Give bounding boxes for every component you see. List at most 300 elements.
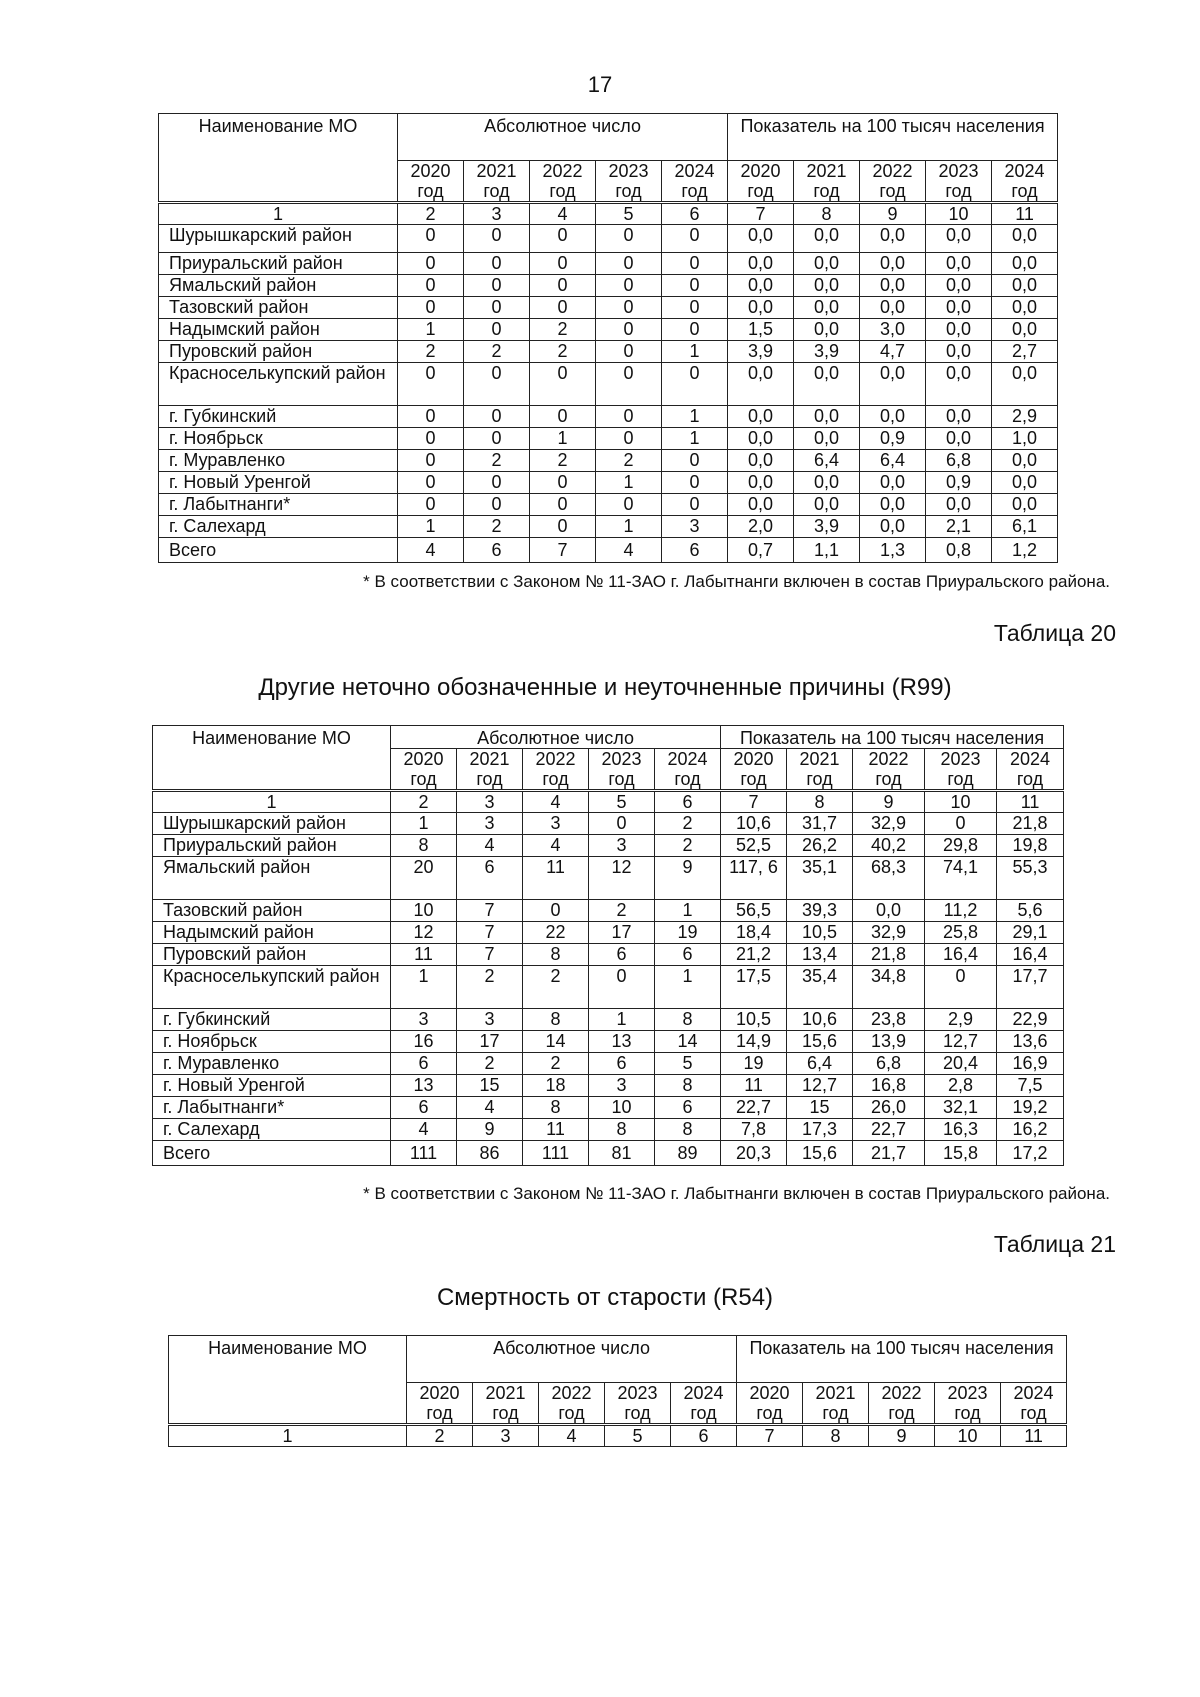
value-cell: 0 [925, 966, 997, 1009]
value-cell: 31,7 [787, 813, 853, 835]
value-cell: 4 [457, 835, 523, 857]
value-cell: 2 [589, 900, 655, 922]
table-21-label: Таблица 21 [993, 1231, 1116, 1257]
value-cell: 22 [523, 922, 589, 944]
value-cell: 0,0 [794, 253, 860, 275]
value-cell: 0 [662, 253, 728, 275]
year-header-cell: 2021 год [473, 1383, 539, 1425]
table-row [153, 857, 1064, 900]
value-cell: 0,0 [926, 363, 992, 406]
value-cell: 17,5 [721, 966, 787, 1009]
value-cell: 19 [655, 922, 721, 944]
value-cell: 3 [391, 1009, 457, 1031]
value-cell: 7,8 [721, 1119, 787, 1141]
value-cell: 13,4 [787, 944, 853, 966]
year-header-cell: 2022 год [853, 749, 925, 791]
value-cell: 35,1 [787, 857, 853, 900]
index-cell: 1 [159, 203, 398, 225]
value-cell: 0,0 [794, 225, 860, 253]
value-cell: 0,0 [728, 297, 794, 319]
value-cell: 6 [655, 1097, 721, 1119]
row-name-cell: г. Губкинский [153, 1009, 391, 1031]
value-cell: 0 [398, 428, 464, 450]
header-name: Наименование МО [159, 114, 398, 203]
row-name-cell: Приуральский район [153, 835, 391, 857]
value-cell: 23,8 [853, 1009, 925, 1031]
value-cell: 0 [398, 225, 464, 253]
value-cell: 1 [662, 406, 728, 428]
value-cell: 19,8 [997, 835, 1064, 857]
header-rate: Показатель на 100 тысяч населения [721, 726, 1064, 749]
value-cell: 0 [530, 275, 596, 297]
value-cell: 8 [523, 1097, 589, 1119]
table-row [153, 813, 1064, 835]
row-name-cell: Пуровский район [159, 341, 398, 363]
value-cell: 0 [464, 225, 530, 253]
value-cell: 18 [523, 1075, 589, 1097]
value-cell: 0 [662, 363, 728, 406]
index-cell: 9 [869, 1425, 935, 1447]
table-row [159, 341, 1058, 363]
value-cell: 35,4 [787, 966, 853, 1009]
value-cell: 21,8 [853, 944, 925, 966]
value-cell: 17,7 [997, 966, 1064, 1009]
value-cell: 8 [523, 944, 589, 966]
value-cell: 0,9 [860, 428, 926, 450]
footnote-19: * В соответствии с Законом № 11-ЗАО г. Лабытнанги включен в состав Приуральского района. [363, 572, 1110, 591]
page-number: 17 [587, 72, 613, 97]
value-cell: 10,5 [721, 1009, 787, 1031]
value-cell: 0,0 [860, 225, 926, 253]
value-cell: 14 [523, 1031, 589, 1053]
year-header-cell: 2021 год [803, 1383, 869, 1425]
value-cell: 0 [662, 494, 728, 516]
row-name-cell: Шурышкарский район [159, 225, 398, 253]
value-cell: 0 [596, 494, 662, 516]
value-cell: 16 [391, 1031, 457, 1053]
year-header-cell: 2023 год [605, 1383, 671, 1425]
value-cell: 20,3 [721, 1141, 787, 1166]
value-cell: 0,0 [728, 406, 794, 428]
index-cell: 8 [787, 791, 853, 813]
value-cell: 17 [589, 922, 655, 944]
value-cell: 10 [391, 900, 457, 922]
value-cell: 0,0 [926, 406, 992, 428]
index-cell: 11 [992, 203, 1058, 225]
value-cell: 7 [457, 922, 523, 944]
value-cell: 3 [457, 813, 523, 835]
row-name-cell: Красноселькупский район [159, 363, 398, 406]
value-cell: 8 [391, 835, 457, 857]
year-header-cell: 2024 год [1001, 1383, 1067, 1425]
value-cell: 2 [398, 341, 464, 363]
value-cell: 32,9 [853, 813, 925, 835]
row-name-cell: Тазовский район [153, 900, 391, 922]
value-cell: 12,7 [787, 1075, 853, 1097]
value-cell: 0 [530, 406, 596, 428]
row-name-cell: г. Ноябрьск [153, 1031, 391, 1053]
value-cell: 0,0 [728, 225, 794, 253]
value-cell: 74,1 [925, 857, 997, 900]
value-cell: 0,9 [926, 472, 992, 494]
index-cell: 10 [926, 203, 992, 225]
index-cell: 2 [398, 203, 464, 225]
value-cell: 3,9 [794, 341, 860, 363]
value-cell: 16,3 [925, 1119, 997, 1141]
index-cell: 3 [473, 1425, 539, 1447]
value-cell: 0 [596, 406, 662, 428]
value-cell: 0,0 [860, 275, 926, 297]
value-cell: 0 [662, 225, 728, 253]
header-rate: Показатель на 100 тысяч населения [728, 114, 1058, 161]
index-cell: 4 [523, 791, 589, 813]
value-cell: 0,0 [992, 450, 1058, 472]
row-name-cell: г. Губкинский [159, 406, 398, 428]
index-cell: 2 [391, 791, 457, 813]
value-cell: 4,7 [860, 341, 926, 363]
value-cell: 0 [398, 275, 464, 297]
header-absolute: Абсолютное число [407, 1336, 737, 1383]
value-cell: 0 [596, 428, 662, 450]
value-cell: 0 [662, 297, 728, 319]
value-cell: 2 [530, 341, 596, 363]
value-cell: 0,8 [926, 538, 992, 563]
value-cell: 2 [530, 450, 596, 472]
value-cell: 17,3 [787, 1119, 853, 1141]
row-name-cell: Приуральский район [159, 253, 398, 275]
value-cell: 2,1 [926, 516, 992, 538]
value-cell: 10,5 [787, 922, 853, 944]
table-row [153, 966, 1064, 1009]
table-row [153, 1053, 1064, 1075]
value-cell: 7 [457, 900, 523, 922]
value-cell: 12,7 [925, 1031, 997, 1053]
value-cell: 68,3 [853, 857, 925, 900]
value-cell: 0,0 [728, 494, 794, 516]
value-cell: 0,0 [992, 297, 1058, 319]
value-cell: 0,7 [728, 538, 794, 563]
header-absolute: Абсолютное число [398, 114, 728, 161]
value-cell: 0,0 [860, 516, 926, 538]
value-cell: 0,0 [992, 363, 1058, 406]
value-cell: 0,0 [992, 253, 1058, 275]
value-cell: 16,9 [997, 1053, 1064, 1075]
value-cell: 0 [530, 253, 596, 275]
value-cell: 0,0 [794, 297, 860, 319]
value-cell: 0 [464, 494, 530, 516]
index-cell: 5 [589, 791, 655, 813]
table-row [159, 363, 1058, 406]
value-cell: 15,6 [787, 1141, 853, 1166]
value-cell: 81 [589, 1141, 655, 1166]
year-header-cell: 2024 год [662, 161, 728, 203]
row-name-cell: Надымский район [159, 319, 398, 341]
value-cell: 0,0 [926, 275, 992, 297]
index-cell: 8 [803, 1425, 869, 1447]
value-cell: 16,2 [997, 1119, 1064, 1141]
value-cell: 13,9 [853, 1031, 925, 1053]
value-cell: 0 [464, 406, 530, 428]
year-header-cell: 2020 год [728, 161, 794, 203]
value-cell: 0 [662, 450, 728, 472]
value-cell: 4 [391, 1119, 457, 1141]
value-cell: 13 [391, 1075, 457, 1097]
year-header-cell: 2022 год [869, 1383, 935, 1425]
value-cell: 6,4 [787, 1053, 853, 1075]
year-header-cell: 2023 год [926, 161, 992, 203]
value-cell: 7 [457, 944, 523, 966]
value-cell: 7 [530, 538, 596, 563]
table-row [153, 835, 1064, 857]
value-cell: 0 [596, 341, 662, 363]
value-cell: 0 [398, 253, 464, 275]
value-cell: 0,0 [728, 253, 794, 275]
value-cell: 8 [589, 1119, 655, 1141]
table-row [159, 428, 1058, 450]
value-cell: 0,0 [860, 363, 926, 406]
value-cell: 0 [589, 813, 655, 835]
value-cell: 11,2 [925, 900, 997, 922]
value-cell: 0 [662, 472, 728, 494]
table-row [153, 1031, 1064, 1053]
index-cell: 1 [169, 1425, 407, 1447]
value-cell: 6 [391, 1053, 457, 1075]
year-header-cell: 2022 год [860, 161, 926, 203]
row-name-cell: г. Новый Уренгой [153, 1075, 391, 1097]
index-cell: 10 [925, 791, 997, 813]
value-cell: 2 [457, 1053, 523, 1075]
header-rate: Показатель на 100 тысяч населения [737, 1336, 1067, 1383]
value-cell: 1,1 [794, 538, 860, 563]
index-cell: 3 [464, 203, 530, 225]
value-cell: 9 [655, 857, 721, 900]
header-absolute: Абсолютное число [391, 726, 721, 749]
value-cell: 0 [596, 253, 662, 275]
value-cell: 2,0 [728, 516, 794, 538]
value-cell: 111 [391, 1141, 457, 1166]
value-cell: 0 [530, 363, 596, 406]
value-cell: 0,0 [926, 319, 992, 341]
row-name-cell: г. Лабытнанги* [153, 1097, 391, 1119]
value-cell: 4 [457, 1097, 523, 1119]
index-cell: 4 [539, 1425, 605, 1447]
value-cell: 13,6 [997, 1031, 1064, 1053]
value-cell: 0,0 [794, 428, 860, 450]
value-cell: 34,8 [853, 966, 925, 1009]
table-21-title: Смертность от старости (R54) [436, 1284, 774, 1311]
value-cell: 6,8 [926, 450, 992, 472]
value-cell: 14,9 [721, 1031, 787, 1053]
value-cell: 0 [596, 275, 662, 297]
header-name: Наименование МО [153, 726, 391, 791]
year-header-cell: 2021 год [787, 749, 853, 791]
row-name-cell: Тазовский район [159, 297, 398, 319]
year-header-cell: 2024 год [997, 749, 1064, 791]
value-cell: 11 [391, 944, 457, 966]
value-cell: 2 [655, 813, 721, 835]
value-cell: 8 [655, 1075, 721, 1097]
index-cell: 3 [457, 791, 523, 813]
value-cell: 1 [589, 1009, 655, 1031]
value-cell: 1 [398, 319, 464, 341]
value-cell: 0 [464, 253, 530, 275]
row-name-cell: Ямальский район [153, 857, 391, 900]
value-cell: 3,9 [794, 516, 860, 538]
value-cell: 2 [523, 1053, 589, 1075]
value-cell: 29,8 [925, 835, 997, 857]
value-cell: 0 [464, 428, 530, 450]
table-row [153, 1119, 1064, 1141]
value-cell: 1,5 [728, 319, 794, 341]
value-cell: 6 [457, 857, 523, 900]
year-header-cell: 2024 год [671, 1383, 737, 1425]
table-row [153, 1097, 1064, 1119]
table-20 [152, 725, 1064, 1166]
year-header-cell: 2020 год [398, 161, 464, 203]
value-cell: 11 [523, 1119, 589, 1141]
row-name-cell: Ямальский район [159, 275, 398, 297]
row-name-cell: г. Муравленко [159, 450, 398, 472]
year-header-cell: 2021 год [457, 749, 523, 791]
value-cell: 0 [662, 319, 728, 341]
table-row [159, 275, 1058, 297]
row-name-cell: Всего [153, 1141, 391, 1166]
year-header-cell: 2023 год [935, 1383, 1001, 1425]
year-header-cell: 2022 год [539, 1383, 605, 1425]
value-cell: 6,4 [860, 450, 926, 472]
value-cell: 0,0 [728, 472, 794, 494]
row-name-cell: г. Новый Уренгой [159, 472, 398, 494]
value-cell: 6 [464, 538, 530, 563]
table-row [159, 406, 1058, 428]
value-cell: 16,8 [853, 1075, 925, 1097]
value-cell: 5 [655, 1053, 721, 1075]
table-row [159, 450, 1058, 472]
value-cell: 3 [589, 835, 655, 857]
value-cell: 4 [596, 538, 662, 563]
value-cell: 2,8 [925, 1075, 997, 1097]
row-name-cell: г. Муравленко [153, 1053, 391, 1075]
value-cell: 0 [530, 297, 596, 319]
value-cell: 2 [530, 319, 596, 341]
value-cell: 2 [457, 966, 523, 1009]
value-cell: 0,0 [926, 428, 992, 450]
value-cell: 0 [596, 297, 662, 319]
year-header-cell: 2020 год [721, 749, 787, 791]
value-cell: 0 [398, 494, 464, 516]
year-header-cell: 2023 год [925, 749, 997, 791]
value-cell: 29,1 [997, 922, 1064, 944]
value-cell: 0 [596, 225, 662, 253]
value-cell: 6 [391, 1097, 457, 1119]
value-cell: 15 [787, 1097, 853, 1119]
value-cell: 16,4 [925, 944, 997, 966]
value-cell: 117, 6 [721, 857, 787, 900]
value-cell: 16,4 [997, 944, 1064, 966]
value-cell: 6 [655, 944, 721, 966]
value-cell: 2 [464, 341, 530, 363]
value-cell: 0,0 [853, 900, 925, 922]
index-cell: 7 [728, 203, 794, 225]
value-cell: 14 [655, 1031, 721, 1053]
value-cell: 0 [530, 516, 596, 538]
value-cell: 2,7 [992, 341, 1058, 363]
value-cell: 18,4 [721, 922, 787, 944]
index-cell: 5 [596, 203, 662, 225]
value-cell: 0,0 [992, 319, 1058, 341]
value-cell: 1 [655, 966, 721, 1009]
year-header-cell: 2023 год [596, 161, 662, 203]
value-cell: 1 [655, 900, 721, 922]
value-cell: 2,9 [992, 406, 1058, 428]
value-cell: 17,2 [997, 1141, 1064, 1166]
index-cell: 4 [530, 203, 596, 225]
value-cell: 0,0 [860, 253, 926, 275]
table-21 [168, 1335, 1067, 1447]
year-header-cell: 2024 год [655, 749, 721, 791]
table-row [159, 253, 1058, 275]
value-cell: 2 [464, 450, 530, 472]
value-cell: 56,5 [721, 900, 787, 922]
year-header-cell: 2022 год [530, 161, 596, 203]
value-cell: 0,0 [860, 297, 926, 319]
value-cell: 1,3 [860, 538, 926, 563]
value-cell: 0 [662, 275, 728, 297]
value-cell: 0 [589, 966, 655, 1009]
value-cell: 0,0 [794, 494, 860, 516]
value-cell: 2 [655, 835, 721, 857]
value-cell: 0 [596, 363, 662, 406]
value-cell: 0,0 [992, 275, 1058, 297]
value-cell: 0,0 [926, 341, 992, 363]
value-cell: 39,3 [787, 900, 853, 922]
value-cell: 3,9 [728, 341, 794, 363]
value-cell: 26,0 [853, 1097, 925, 1119]
value-cell: 1,2 [992, 538, 1058, 563]
value-cell: 25,8 [925, 922, 997, 944]
year-header-cell: 2022 год [523, 749, 589, 791]
value-cell: 0,0 [794, 275, 860, 297]
table-row [153, 1075, 1064, 1097]
footnote-20: * В соответствии с Законом № 11-ЗАО г. Лабытнанги включен в состав Приуральского района. [363, 1184, 1110, 1203]
value-cell: 8 [655, 1009, 721, 1031]
value-cell: 2,9 [925, 1009, 997, 1031]
value-cell: 21,7 [853, 1141, 925, 1166]
table-row [153, 1141, 1064, 1166]
index-row [169, 1425, 1067, 1447]
value-cell: 10,6 [721, 813, 787, 835]
value-cell: 17 [457, 1031, 523, 1053]
row-name-cell: г. Лабытнанги* [159, 494, 398, 516]
value-cell: 1 [398, 516, 464, 538]
value-cell: 3,0 [860, 319, 926, 341]
table-19 [158, 113, 1058, 563]
value-cell: 0,0 [926, 225, 992, 253]
value-cell: 6 [662, 538, 728, 563]
index-cell: 7 [721, 791, 787, 813]
index-cell: 7 [737, 1425, 803, 1447]
value-cell: 111 [523, 1141, 589, 1166]
value-cell: 0,0 [860, 406, 926, 428]
row-name-cell: Надымский район [153, 922, 391, 944]
value-cell: 0,0 [794, 363, 860, 406]
table-row [153, 900, 1064, 922]
value-cell: 0 [398, 406, 464, 428]
value-cell: 0,0 [794, 406, 860, 428]
value-cell: 0 [398, 450, 464, 472]
value-cell: 0 [464, 472, 530, 494]
value-cell: 0,0 [992, 225, 1058, 253]
